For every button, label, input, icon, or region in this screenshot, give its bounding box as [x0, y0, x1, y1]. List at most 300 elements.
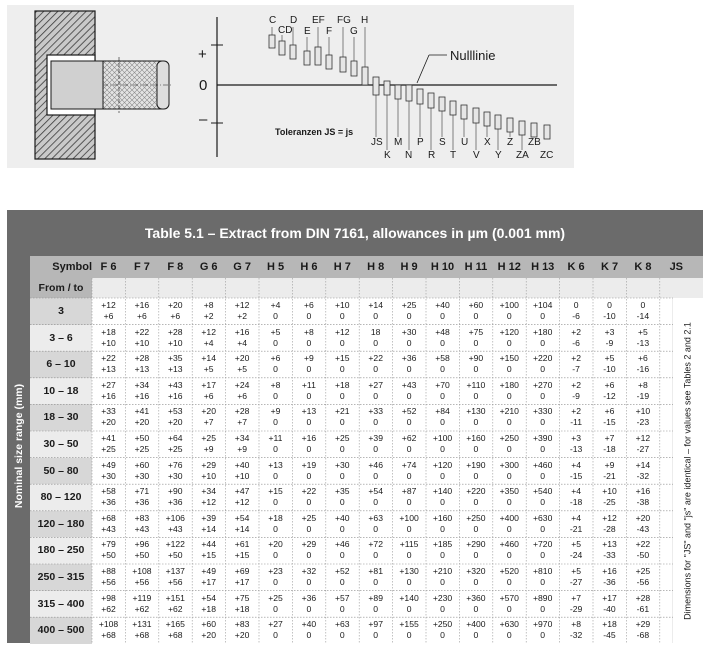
upper-deviation: +22: [635, 539, 651, 550]
table-cell: [459, 564, 492, 591]
lower-deviation: 0: [473, 337, 479, 348]
table-cell: [393, 458, 426, 485]
table-cell: [326, 325, 359, 352]
table-cell: [626, 378, 659, 405]
upper-deviation: +100: [432, 433, 453, 443]
upper-deviation: +3: [571, 433, 581, 443]
column-header: G 6: [199, 261, 218, 273]
upper-deviation: +41: [101, 433, 116, 443]
table-cell: [92, 378, 125, 405]
table-cell: [593, 564, 626, 591]
zone-label-g: G: [350, 26, 358, 37]
zone-label-x: X: [484, 137, 491, 148]
lower-deviation: 0: [306, 390, 312, 401]
upper-deviation: +460: [533, 459, 553, 470]
lower-deviation: 0: [440, 603, 445, 614]
lower-deviation: +36: [101, 497, 116, 508]
table-cell: [292, 458, 325, 485]
table-cell: [326, 404, 359, 431]
upper-deviation: +17: [602, 592, 617, 603]
table-cell: [92, 458, 125, 485]
minus-sign: –: [199, 111, 208, 128]
table-cell: [359, 591, 392, 618]
table-cell: [192, 325, 225, 352]
table-cell: [192, 511, 225, 538]
lower-deviation: +10: [201, 470, 216, 481]
lower-deviation: +20: [234, 630, 250, 641]
table-cell: [92, 431, 125, 458]
lower-deviation: 0: [440, 417, 445, 428]
upper-deviation: +60: [134, 459, 150, 470]
upper-deviation: +6: [604, 379, 615, 390]
row-range-label: 315 – 400: [30, 591, 92, 618]
upper-deviation: +12: [201, 326, 216, 337]
table-cell: [459, 325, 492, 352]
table-cell: [192, 431, 225, 458]
from-to-label: From / to: [30, 278, 92, 298]
table-cell: [526, 537, 559, 564]
lower-deviation: -50: [636, 550, 650, 561]
lower-deviation: 0: [506, 364, 512, 375]
upper-deviation: +120: [432, 459, 453, 470]
lower-deviation: -29: [569, 603, 583, 614]
table-cell: [226, 378, 259, 405]
upper-deviation: +151: [165, 592, 185, 603]
upper-deviation: +2: [571, 353, 581, 364]
upper-deviation: +137: [165, 566, 185, 576]
zone-label-cd: CD: [278, 25, 293, 36]
upper-deviation: +20: [234, 353, 250, 364]
upper-deviation: +360: [466, 592, 486, 603]
upper-deviation: +18: [101, 326, 116, 337]
upper-deviation: +160: [432, 512, 453, 523]
upper-deviation: +120: [499, 326, 519, 337]
upper-deviation: +96: [134, 539, 150, 550]
lower-deviation: -36: [603, 577, 616, 587]
upper-deviation: +60: [201, 619, 216, 630]
lower-deviation: 0: [540, 497, 546, 508]
lower-deviation: 0: [273, 444, 278, 454]
zone-label-p: P: [417, 137, 424, 148]
lower-deviation: -43: [636, 523, 650, 534]
upper-deviation: +108: [132, 566, 152, 576]
upper-deviation: +79: [101, 539, 116, 550]
lower-deviation: 0: [373, 577, 379, 587]
lower-deviation: 0: [473, 470, 479, 481]
upper-deviation: +106: [165, 512, 185, 523]
upper-deviation: +210: [432, 566, 453, 576]
zone-label-c: C: [269, 15, 277, 26]
table-cell: [92, 325, 125, 352]
upper-deviation: +130: [466, 406, 486, 417]
upper-deviation: +75: [234, 592, 250, 603]
table-cell: [125, 537, 158, 564]
upper-deviation: +970: [533, 619, 553, 630]
table-cell: [259, 511, 292, 538]
table-cell: [626, 351, 659, 378]
zone-label-u: U: [461, 137, 469, 148]
upper-deviation: +131: [132, 619, 152, 630]
table-cell: [459, 404, 492, 431]
zone-label-d: D: [290, 15, 298, 26]
lower-deviation: 0: [440, 311, 445, 321]
table-cell: [426, 564, 459, 591]
table-cell: [526, 511, 559, 538]
column-header: H 9: [400, 261, 418, 273]
table-cell: [92, 404, 125, 431]
lower-deviation: 0: [339, 577, 345, 587]
table-cell: [92, 617, 125, 644]
table-cell: [526, 617, 559, 644]
lower-deviation: 0: [473, 577, 479, 587]
table-cell: [593, 351, 626, 378]
lower-deviation: +25: [168, 444, 183, 454]
upper-deviation: +34: [201, 486, 216, 497]
table-cell: [393, 537, 426, 564]
table-cell: [393, 591, 426, 618]
table-cell: [292, 351, 325, 378]
lower-deviation: 0: [339, 390, 345, 401]
lower-deviation: 0: [473, 523, 479, 534]
upper-deviation: +290: [466, 539, 486, 550]
lower-deviation: -6: [572, 311, 580, 321]
upper-deviation: +140: [432, 486, 453, 497]
lower-deviation: +62: [134, 603, 150, 614]
table-cell: [259, 484, 292, 511]
table-cell: [159, 325, 192, 352]
table-cell: [493, 351, 526, 378]
table-cell: [359, 298, 392, 325]
upper-deviation: +81: [368, 566, 383, 576]
table-cell: [560, 298, 593, 325]
table-cell: [426, 484, 459, 511]
table-cell: [393, 564, 426, 591]
upper-deviation: +5: [637, 326, 648, 337]
upper-deviation: +190: [466, 459, 486, 470]
table-cell: [92, 298, 125, 325]
lower-deviation: 0: [373, 390, 379, 401]
lower-deviation: +15: [234, 550, 250, 561]
lower-deviation: 0: [273, 630, 278, 641]
lower-deviation: 0: [506, 550, 512, 561]
upper-deviation: +33: [101, 406, 116, 417]
lower-deviation: +7: [203, 417, 214, 428]
table-cell: [292, 431, 325, 458]
lower-deviation: +36: [168, 497, 183, 508]
workpiece-drawing: [35, 11, 172, 159]
table-cell: [560, 511, 593, 538]
table-cell: [459, 378, 492, 405]
lower-deviation: 0: [339, 364, 345, 375]
upper-deviation: +4: [571, 512, 581, 523]
lower-deviation: 0: [373, 337, 379, 348]
upper-deviation: +36: [301, 592, 317, 603]
table-cell: [92, 484, 125, 511]
lower-deviation: -9: [572, 390, 580, 401]
upper-deviation: +350: [499, 486, 519, 497]
table-cell: [493, 404, 526, 431]
lower-deviation: 0: [506, 470, 512, 481]
lower-deviation: 0: [406, 337, 412, 348]
upper-deviation: 18: [370, 326, 381, 337]
lower-deviation: -21: [603, 470, 616, 481]
upper-deviation: +8: [270, 379, 281, 390]
lower-deviation: 0: [373, 444, 379, 454]
table-cell: [560, 431, 593, 458]
table-cell: [226, 591, 259, 618]
lower-deviation: 0: [373, 364, 379, 375]
lower-deviation: 0: [273, 311, 278, 321]
upper-deviation: +29: [301, 539, 317, 550]
table-cell: [226, 537, 259, 564]
table-cell: [459, 617, 492, 644]
column-header: F 6: [100, 261, 117, 273]
table-cell: [159, 484, 192, 511]
js-note-box: [673, 298, 703, 643]
upper-deviation: +54: [234, 512, 250, 523]
upper-deviation: +8: [637, 379, 648, 390]
table-cell: [125, 351, 158, 378]
lower-deviation: 0: [373, 550, 379, 561]
upper-deviation: +13: [602, 539, 617, 550]
column-header: H 11: [464, 261, 488, 273]
lower-deviation: 0: [339, 470, 345, 481]
upper-deviation: +43: [401, 379, 417, 390]
upper-deviation: +44: [201, 539, 216, 550]
upper-deviation: +58: [435, 353, 450, 364]
lower-deviation: +50: [101, 550, 116, 561]
upper-deviation: +30: [335, 459, 350, 470]
lower-deviation: 0: [473, 630, 479, 641]
column-header: K 6: [567, 261, 585, 273]
table-cell: [359, 378, 392, 405]
lower-deviation: -45: [603, 630, 616, 641]
table-cell: [493, 298, 526, 325]
zone-label-m: M: [394, 137, 403, 148]
lower-deviation: -10: [603, 364, 616, 375]
table-cell: [526, 564, 559, 591]
lower-deviation: 0: [506, 444, 512, 454]
lower-deviation: +25: [134, 444, 150, 454]
lower-deviation: +17: [201, 577, 216, 587]
row-range-label: 18 – 30: [30, 404, 92, 431]
upper-deviation: +160: [466, 433, 486, 443]
upper-deviation: +6: [637, 353, 648, 364]
row-range-label: 120 – 180: [30, 511, 92, 538]
table-cell: [426, 431, 459, 458]
upper-deviation: +25: [268, 592, 283, 603]
upper-deviation: +250: [432, 619, 453, 630]
table-cell: [393, 484, 426, 511]
upper-deviation: +14: [368, 300, 383, 310]
upper-deviation: +41: [134, 406, 150, 417]
lower-deviation: +25: [101, 444, 116, 454]
lower-deviation: -13: [636, 337, 650, 348]
table-cell: [493, 617, 526, 644]
lower-deviation: 0: [373, 311, 379, 321]
upper-deviation: +22: [368, 353, 383, 364]
row-range-label: 400 – 500: [30, 617, 92, 644]
table-cell: [192, 564, 225, 591]
lower-deviation: +68: [168, 630, 183, 641]
diagram-svg: [7, 5, 574, 168]
upper-deviation: +53: [168, 406, 183, 417]
table-cell: [259, 458, 292, 485]
table-cell: [292, 617, 325, 644]
lower-deviation: 0: [440, 550, 445, 561]
table-cell: [526, 325, 559, 352]
lower-deviation: +12: [234, 497, 250, 508]
table-cell: [326, 431, 359, 458]
upper-deviation: +98: [101, 592, 116, 603]
column-header: H 7: [333, 261, 351, 273]
lower-deviation: -18: [569, 497, 583, 508]
upper-deviation: +12: [234, 300, 250, 310]
upper-deviation: +720: [533, 539, 553, 550]
table-cell: [526, 351, 559, 378]
table-cell: [560, 351, 593, 378]
lower-deviation: 0: [273, 550, 278, 561]
row-range-label: 250 – 315: [30, 564, 92, 591]
upper-deviation: +5: [571, 566, 581, 576]
upper-deviation: +47: [234, 486, 250, 497]
upper-deviation: +57: [335, 592, 350, 603]
table-cell: [226, 458, 259, 485]
upper-deviation: +22: [101, 353, 116, 364]
lower-deviation: +62: [101, 603, 116, 614]
upper-deviation: +54: [368, 486, 383, 497]
table-cell: [326, 351, 359, 378]
upper-deviation: +87: [401, 486, 417, 497]
upper-deviation: +220: [466, 486, 486, 497]
table-cell: [493, 325, 526, 352]
table-cell: [326, 564, 359, 591]
lower-deviation: 0: [306, 577, 312, 587]
lower-deviation: 0: [540, 311, 546, 321]
upper-deviation: +75: [468, 326, 484, 337]
lower-deviation: 0: [306, 311, 312, 321]
table-cell: [593, 458, 626, 485]
table-cell: [593, 325, 626, 352]
upper-deviation: +520: [499, 566, 519, 576]
table-cell: [259, 431, 292, 458]
upper-deviation: +8: [203, 300, 214, 310]
upper-deviation: +400: [499, 512, 519, 523]
row-range-label: 180 – 250: [30, 537, 92, 564]
lower-deviation: 0: [473, 497, 479, 508]
lower-deviation: +6: [103, 311, 114, 321]
table-title: Table 5.1 – Extract from DIN 7161, allowances in µm (0.001 mm): [7, 210, 703, 256]
lower-deviation: 0: [273, 417, 278, 428]
upper-deviation: +48: [435, 326, 450, 337]
table-cell: [92, 537, 125, 564]
lower-deviation: -24: [569, 550, 583, 561]
upper-deviation: +16: [635, 486, 651, 497]
table-cell: [426, 325, 459, 352]
table-cell: [226, 351, 259, 378]
table-cell: [593, 537, 626, 564]
column-header-row: [30, 256, 703, 278]
table-cell: [459, 458, 492, 485]
lower-deviation: +50: [168, 550, 183, 561]
lower-deviation: 0: [273, 364, 278, 375]
table-cell: [159, 564, 192, 591]
upper-deviation: +250: [499, 433, 519, 443]
lower-deviation: 0: [273, 523, 278, 534]
lower-deviation: +13: [134, 364, 150, 375]
table-cell: [259, 298, 292, 325]
upper-deviation: +4: [571, 459, 581, 470]
upper-deviation: +13: [301, 406, 317, 417]
upper-deviation: +9: [604, 459, 615, 470]
plus-sign: +: [198, 46, 207, 63]
lower-deviation: +43: [101, 523, 116, 534]
upper-deviation: +5: [270, 326, 281, 337]
table-cell: [526, 404, 559, 431]
upper-deviation: +6: [270, 353, 281, 364]
table-cell: [626, 325, 659, 352]
lower-deviation: 0: [440, 470, 445, 481]
lower-deviation: -27: [569, 577, 583, 587]
upper-deviation: +30: [401, 326, 417, 337]
zone-label-e: E: [304, 26, 311, 37]
side-label-bar: [7, 256, 30, 643]
allowance-table: [7, 210, 703, 643]
lower-deviation: -33: [603, 550, 616, 561]
lower-deviation: +16: [134, 390, 150, 401]
column-header: F 7: [133, 261, 150, 273]
zone-label-h: H: [361, 15, 369, 26]
lower-deviation: +14: [201, 523, 216, 534]
lower-deviation: -14: [636, 311, 650, 321]
table-cell: [459, 591, 492, 618]
upper-deviation: +2: [571, 379, 581, 390]
upper-deviation: +25: [301, 512, 317, 523]
table-cell: [125, 431, 158, 458]
lower-deviation: 0: [373, 630, 379, 641]
lower-deviation: 0: [306, 444, 312, 454]
table-cell: [560, 404, 593, 431]
table-cell: [259, 564, 292, 591]
lower-deviation: 0: [273, 337, 278, 348]
table-cell: [393, 511, 426, 538]
table-cell: [560, 325, 593, 352]
column-header: G 7: [233, 261, 251, 273]
lower-deviation: 0: [339, 497, 345, 508]
upper-deviation: +40: [435, 300, 450, 310]
table-cell: [593, 617, 626, 644]
upper-deviation: +18: [335, 379, 350, 390]
zone-label-r: R: [428, 150, 436, 161]
lower-deviation: +10: [234, 470, 250, 481]
table-cell: [259, 351, 292, 378]
table-cell: [326, 511, 359, 538]
table-cell: [92, 564, 125, 591]
table-cell: [259, 617, 292, 644]
table-cell: [125, 484, 158, 511]
zone-label-za: ZA: [516, 150, 529, 161]
lower-deviation: 0: [473, 550, 479, 561]
lower-deviation: 0: [506, 497, 512, 508]
upper-deviation: +49: [201, 566, 216, 576]
upper-deviation: +64: [168, 433, 183, 443]
lower-deviation: 0: [306, 497, 312, 508]
lower-deviation: 0: [406, 523, 412, 534]
column-header: H 13: [531, 261, 555, 273]
table-cell: [393, 325, 426, 352]
upper-deviation: +9: [270, 406, 281, 417]
table-cell: [92, 591, 125, 618]
